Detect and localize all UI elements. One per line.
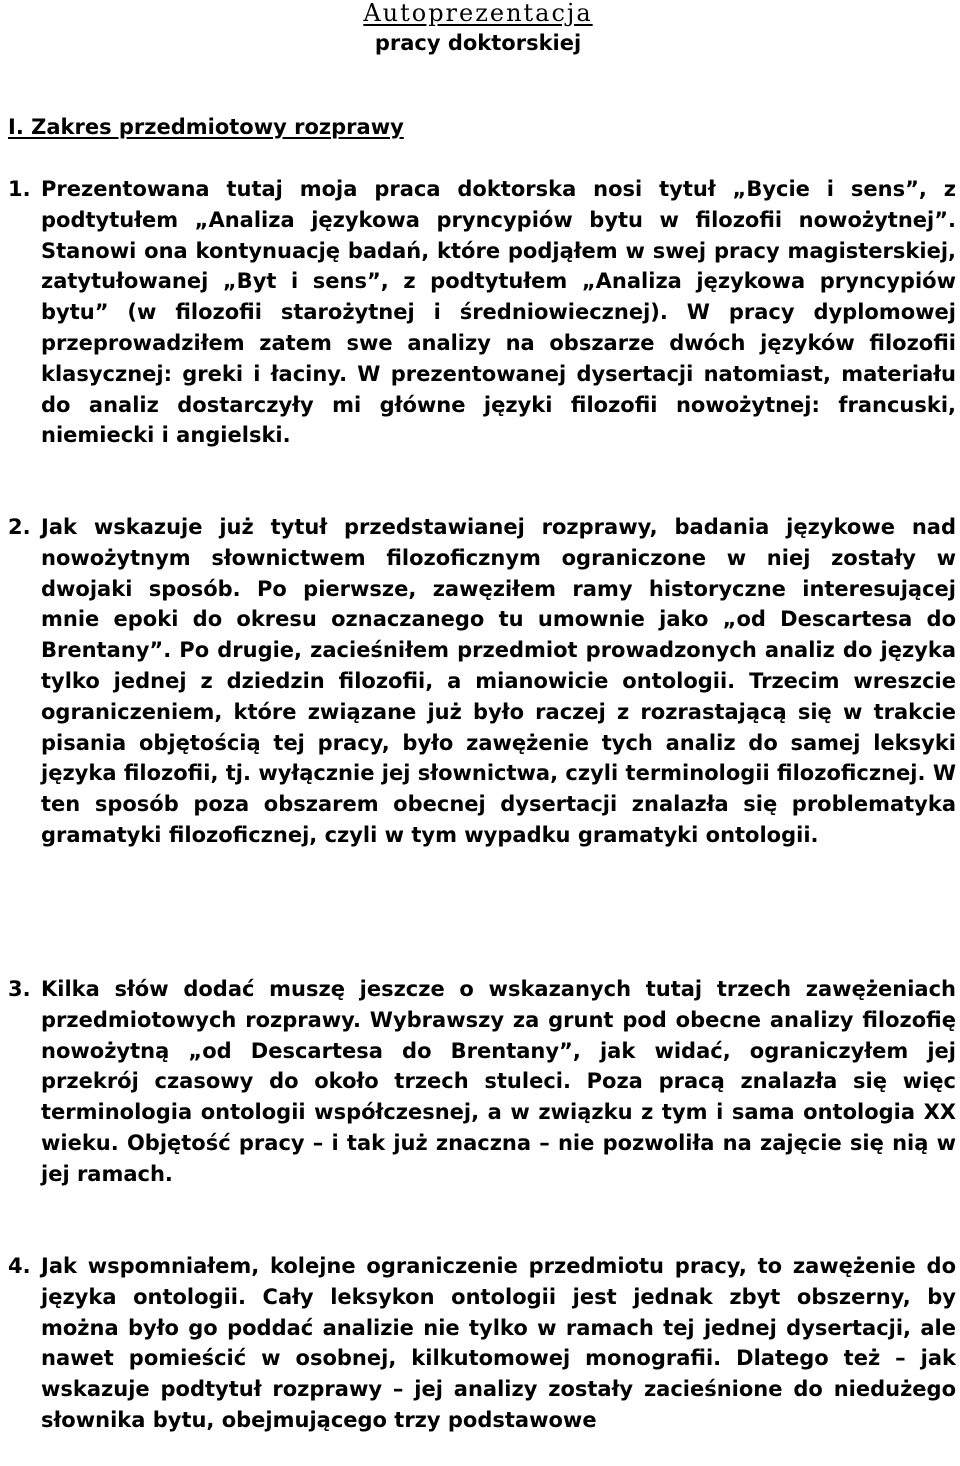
paragraph-number: 2. bbox=[8, 515, 31, 539]
paragraph-text: Kilka słów dodać muszę jeszcze o wskazanych tutaj trzech zawężeniach przedmiotowych rozprawy. Wybrawszy za grunt pod obecne analizy filozofię nowożytną „od Descartesa do Brentany”, jak widać, ograniczyłem jej przekrój czasowy do około trzech stuleci. Poza pracą znalazła się więc terminologia ontologii współczesnej, a w związku z tym i sama ontologia XX wieku. Objętość pracy – i tak już znaczna – nie pozwoliła na zajęcie się nią w jej ramach. bbox=[41, 977, 956, 1186]
section-heading: I. Zakres przedmiotowy rozprawy bbox=[8, 115, 404, 139]
paragraph-number: 3. bbox=[8, 977, 31, 1001]
paragraph-text: Jak wspomniałem, kolejne ograniczenie przedmiotu pracy, to zawężenie do języka ontologii. Cały leksykon ontologii jest jednak zbyt obszerny, by można było go poddać analizie nie tylko w ramach tej jednej dysertacji, ale nawet pomieścić w osobnej, kilkutomowej monografii. Dlatego też – jak wskazuje podtytuł rozprawy – jej analizy zostały zacieśnione do niedużego słownika bytu, obejmującego trzy podstawowe bbox=[41, 1254, 956, 1432]
paragraph-text: Prezentowana tutaj moja praca doktorska nosi tytuł „Bycie i sens”, z podtytułem „Analiza językowa pryncypiów bytu w filozofii nowożytnej”. Stanowi ona kontynuację badań, które podjąłem w swej pracy magisterskiej, zatytułowanej „Byt i sens”, z podtytułem „Analiza językowa pryncypiów bytu” (w filozofii starożytnej i średniowiecznej). W pracy dyplomowej przeprowadziłem zatem swe analizy na obszarze dwóch języków filozofii klasycznej: greki i łaciny. W prezentowanej dysertacji natomiast, materiału do analiz dostarczyły mi główne języki filozofii nowożytnej: francuski, niemiecki i angielski. bbox=[41, 177, 956, 448]
paragraph-number: 1. bbox=[8, 177, 31, 201]
paragraph-4 bbox=[8, 1251, 956, 1436]
paragraph-3 bbox=[8, 974, 956, 1190]
paragraph-2 bbox=[8, 512, 956, 851]
document-title: Autoprezentacja bbox=[363, 0, 593, 27]
document-subtitle: pracy doktorskiej bbox=[374, 31, 582, 55]
paragraph-number: 4. bbox=[8, 1254, 31, 1278]
paragraph-text: Jak wskazuje już tytuł przedstawianej rozprawy, badania językowe nad nowożytnym słownictwem filozoficznym ograniczone w niej zostały w dwojaki sposób. Po pierwsze, zawęziłem ramy historyczne interesującej mnie epoki do okresu oznaczanego tu umownie jako „od Descartesa do Brentany”. Po drugie, zacieśniłem przedmiot prowadzonych analiz do języka tylko jednej z dziedzin filozofii, a mianowicie ontologii. Trzecim wreszcie ograniczeniem, które związane już było raczej z rozrastającą się w trakcie pisania objętością tej pracy, było zawężenie tych analiz do samej leksyki języka filozofii, tj. wyłącznie jej słownictwa, czyli terminologii filozoficznej. W ten sposób poza obszarem obecnej dysertacji znalazła się problematyka gramatyki filozoficznej, czyli w tym wypadku gramatyki ontologii. bbox=[41, 515, 956, 847]
paragraph-1 bbox=[8, 174, 956, 451]
